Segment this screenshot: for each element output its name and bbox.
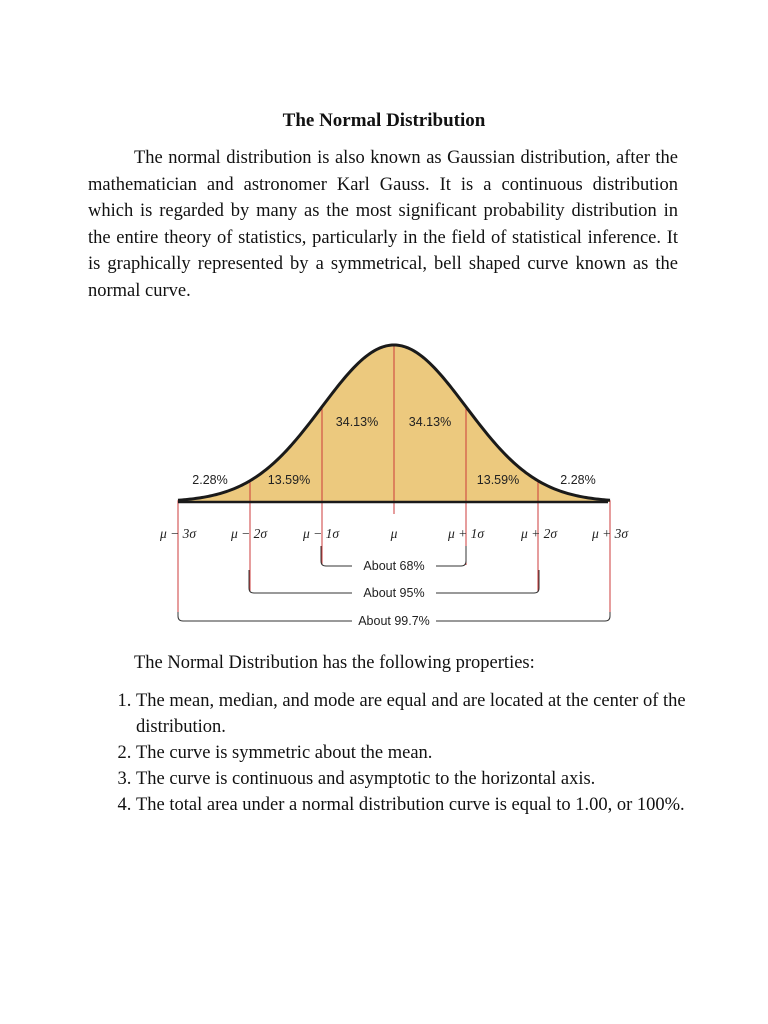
axis-label-mu-minus-3sigma: μ − 3σ	[159, 526, 197, 541]
region-label-left-tail: 2.28%	[192, 473, 228, 487]
axis-label-mu: μ	[390, 526, 398, 541]
axis-label-mu-plus-3sigma: μ + 3σ	[591, 526, 629, 541]
region-label-right-tail: 2.28%	[560, 473, 596, 487]
list-item: 1. The mean, median, and mode are equal and are located at the center of the distribution.	[136, 688, 726, 740]
normal-curve-figure	[0, 320, 768, 640]
properties-list	[88, 688, 726, 818]
bracket-label-68: About 68%	[363, 559, 425, 573]
properties-intro: The Normal Distribution has the following properties:	[134, 653, 535, 673]
list-item: 2. The curve is symmetric about the mean.	[136, 740, 726, 766]
axis-label-mu-plus-2sigma: μ + 2σ	[520, 526, 558, 541]
bracket-label-95: About 95%	[363, 586, 425, 600]
region-label-right-1sd: 34.13%	[408, 415, 452, 429]
list-item: 3. The curve is continuous and asymptotic to the horizontal axis.	[136, 766, 726, 792]
document-title: The Normal Distribution	[282, 110, 486, 131]
bracket-label-99-7: About 99.7%	[358, 614, 430, 628]
axis-label-mu-minus-1sigma: μ − 1σ	[302, 526, 340, 541]
axis-label-mu-minus-2sigma: μ − 2σ	[230, 526, 268, 541]
intro-paragraph: The normal distribution is also known as Gaussian distribution, after the mathematician and astronomer Karl Gauss. It is a continuous distribution which is regarded by many as the most significant probability distribution in the entire theory of statistics, particularly in the field of statistical inference. It is graphically represented by a symmetrical, bell shaped curve known as the normal curve.	[88, 148, 678, 301]
list-item: 4. The total area under a normal distribution curve is equal to 1.00, or 100%.	[136, 792, 726, 818]
region-label-right-2sd: 13.59%	[476, 473, 520, 487]
region-label-left-2sd: 13.59%	[267, 473, 311, 487]
axis-label-mu-plus-1sigma: μ + 1σ	[447, 526, 485, 541]
region-label-left-1sd: 34.13%	[335, 415, 379, 429]
